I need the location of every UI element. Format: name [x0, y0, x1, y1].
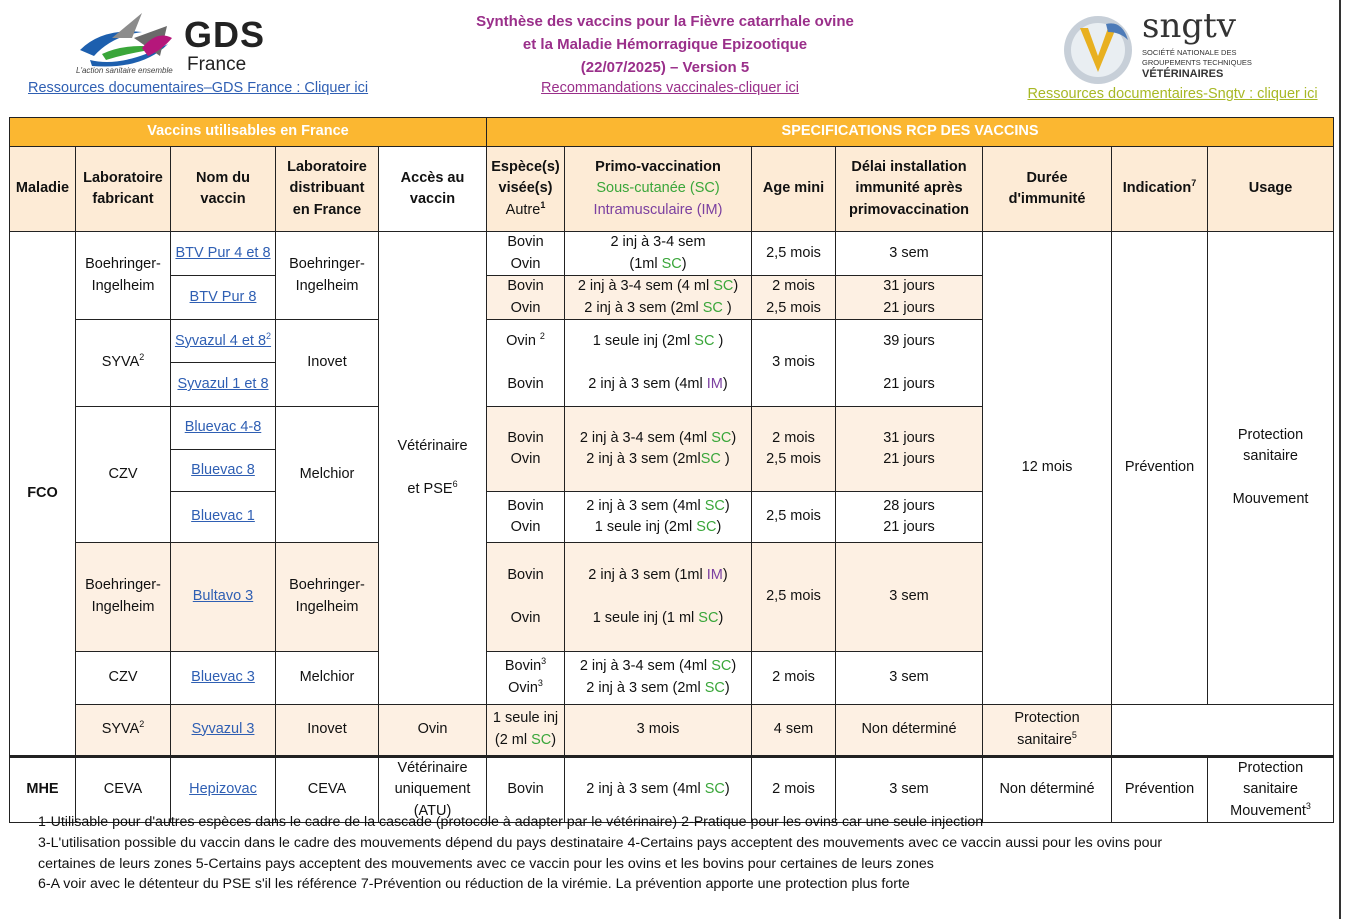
- col-primo-vaccination: Primo-vaccination Sous-cutanée (SC) Intramusculaire (IM): [565, 147, 752, 232]
- bluevac-1-link[interactable]: Bluevac 1: [191, 508, 255, 525]
- sngtv-logo: [1058, 6, 1252, 88]
- band-right: SPECIFICATIONS RCP DES VACCINS: [487, 118, 1334, 147]
- espece-cell: Bovin Ovin: [487, 492, 565, 543]
- primo-cell: 2 inj à 3-4 sem (1ml SC): [565, 232, 752, 276]
- btv-pur-4-8-link[interactable]: BTV Pur 4 et 8: [175, 244, 271, 261]
- hepizovac-link[interactable]: Hepizovac: [189, 781, 257, 797]
- maladie-fco: FCO: [10, 232, 76, 757]
- labo-syva-2: SYVA$^2$: [76, 704, 171, 756]
- dist-inovet-2: Inovet: [276, 704, 379, 756]
- espece-cell: Bovin$^3$ Ovin$^3$: [487, 651, 565, 704]
- col-labo-distribuant: Laboratoire distribuant en France: [276, 147, 379, 232]
- age-cell: 3 mois: [565, 704, 752, 756]
- primo-cell: 2 inj à 3 sem (4ml SC) 1 seule inj (2ml SC): [565, 492, 752, 543]
- sngtv-sub-2: GROUPEMENTS TECHNIQUES: [1142, 58, 1252, 67]
- col-maladie: Maladie: [10, 147, 76, 232]
- col-duree: Durée d'immunité: [983, 147, 1112, 232]
- syvazul-1-8-link[interactable]: Syvazul 1 et 8: [177, 376, 269, 392]
- age-cell: 2 mois: [752, 756, 836, 823]
- delai-cell: 39 jours 21 jours: [836, 320, 983, 407]
- dist-boehringer-2: Boehringer-Ingelheim: [276, 543, 379, 652]
- age-cell: 2,5 mois: [752, 492, 836, 543]
- vaccin-bluevac-group: [171, 407, 276, 492]
- primo-cell: 2 inj à 3-4 sem (4ml SC) 2 inj à 3 sem (2ml SC): [565, 651, 752, 704]
- gds-france-logo: [72, 8, 287, 78]
- title-line-1: Synthèse des vaccins pour la Fièvre catarrhale ovine: [476, 13, 854, 30]
- indication-cell: Prévention: [1112, 756, 1208, 823]
- sngtv-logo-text: sngtv: [1142, 6, 1236, 46]
- sngtv-sub-3: VÉTÉRINAIRES: [1142, 68, 1224, 80]
- maladie-mhe: MHE: [10, 756, 76, 823]
- delai-cell: 3 sem: [836, 651, 983, 704]
- vaccin-bluevac-1: [171, 492, 276, 543]
- usage-cell: Protection sanitaire$^5$: [983, 704, 1112, 756]
- labo-czv-2: CZV: [76, 651, 171, 704]
- col-usage: Usage: [1208, 147, 1334, 232]
- delai-cell: 28 jours 21 jours: [836, 492, 983, 543]
- col-labo-fabricant: Laboratoire fabricant: [76, 147, 171, 232]
- espece-cell: Bovin Ovin: [487, 232, 565, 276]
- col-indication: Indication$^7$: [1112, 147, 1208, 232]
- vaccin-bultavo-3: [171, 543, 276, 652]
- primo-cell: 2 inj à 3-4 sem (4ml SC) 2 inj à 3 sem (2mlSC ): [565, 407, 752, 492]
- dist-inovet: Inovet: [276, 320, 379, 407]
- vaccin-syvazul-group: [171, 320, 276, 407]
- dist-boehringer: Boehringer-Ingelheim: [276, 232, 379, 320]
- delai-cell: 3 sem: [836, 232, 983, 276]
- acces-mhe: Vétérinaire uniquement (ATU): [379, 756, 487, 823]
- bluevac-8-link[interactable]: Bluevac 8: [191, 461, 255, 478]
- primo-cell: 2 inj à 3 sem (1ml IM) 1 seule inj (1 ml SC): [565, 543, 752, 652]
- delai-cell: 4 sem: [752, 704, 836, 756]
- footnote-line-4: 6-A voir avec le détenteur du PSE s'il les référence 7-Prévention ou réduction de la virémie. La prévention apporte une protection plus forte: [38, 876, 910, 893]
- syvazul-3-link[interactable]: Syvazul 3: [191, 720, 255, 737]
- usage-cell: Protection sanitaire Mouvement$^3$: [1208, 756, 1334, 823]
- table-row: [10, 704, 1334, 756]
- age-cell: 3 mois: [752, 320, 836, 407]
- age-cell: 2 mois 2,5 mois: [752, 407, 836, 492]
- age-cell: 2,5 mois: [752, 232, 836, 276]
- footnote-line-3: certaines de leurs zones 5-Certains pays acceptent des mouvements avec ce vaccin pour les ovins et les bovins pour certaines de leurs zones: [38, 855, 934, 872]
- age-cell: 2 mois 2,5 mois: [752, 276, 836, 320]
- labo-boehringer: Boehringer-Ingelheim: [76, 232, 171, 320]
- gds-logo-text: GDS: [184, 14, 266, 55]
- espece-cell: Bovin: [487, 756, 565, 823]
- labo-syva: SYVA$^2$: [76, 320, 171, 407]
- table-row: [10, 232, 1334, 276]
- usage-fco: Protection sanitaire Mouvement: [1208, 232, 1334, 705]
- sngtv-sub-1: SOCIÉTÉ NATIONALE DES: [1142, 48, 1237, 57]
- dist-melchior-2: Melchior: [276, 651, 379, 704]
- title-line-3: (22/07/2025) – Version 5: [580, 59, 750, 76]
- delai-cell: 3 sem: [836, 756, 983, 823]
- sngtv-resources-link[interactable]: Ressources documentaires-Sngtv : cliquer ici: [1027, 86, 1318, 102]
- col-nom-vaccin: Nom du vaccin: [171, 147, 276, 232]
- espece-cell: Ovin $^2$ Bovin: [487, 320, 565, 407]
- band-row: [10, 118, 1334, 147]
- col-delai: Délai installation immunité après primovaccination: [836, 147, 983, 232]
- espece-cell: Bovin Ovin: [487, 543, 565, 652]
- bluevac-4-8-link[interactable]: Bluevac 4-8: [184, 419, 262, 436]
- column-header-row: [10, 147, 1334, 232]
- title-line-2: et la Maladie Hémorragique Epizootique: [522, 36, 808, 53]
- acces-fco: Vétérinaire et PSE$^6$: [379, 232, 487, 705]
- primo-cell: 2 inj à 3-4 sem (4 ml SC) 2 inj à 3 sem (2ml SC ): [565, 276, 752, 320]
- delai-cell: 31 jours 21 jours: [836, 407, 983, 492]
- primo-cell: 1 seule inj (2 ml SC): [487, 704, 565, 756]
- labo-ceva: CEVA: [76, 756, 171, 823]
- btv-pur-8-link[interactable]: BTV Pur 8: [189, 288, 257, 305]
- document-title: [440, 10, 890, 79]
- vaccin-syvazul-3: [171, 704, 276, 756]
- vaccin-btv-pur-8: [171, 276, 276, 320]
- delai-cell: 31 jours 21 jours: [836, 276, 983, 320]
- col-acces: Accès au vaccin: [379, 147, 487, 232]
- gds-tagline: L'action sanitaire ensemble: [76, 66, 173, 75]
- primo-cell: 2 inj à 3 sem (4ml SC): [565, 756, 752, 823]
- duree-cell: Non déterminé: [836, 704, 983, 756]
- col-espece: Espèce(s) visée(s) Autre$^1$: [487, 147, 565, 232]
- gds-resources-link[interactable]: Ressources documentaires–GDS France : Cliquer ici: [28, 80, 369, 96]
- footnotes: [38, 812, 1328, 895]
- band-left: Vaccins utilisables en France: [10, 118, 487, 147]
- indication-fco: Prévention: [1112, 232, 1208, 705]
- gds-logo-sub: France: [187, 54, 247, 75]
- espece-cell: Ovin: [379, 704, 487, 756]
- bultavo-3-link[interactable]: Bultavo 3: [192, 588, 254, 604]
- vaccine-table: [9, 117, 1334, 823]
- vaccin-btv-pur-4-8: [171, 232, 276, 276]
- duree-fco: 12 mois: [983, 232, 1112, 705]
- labo-boehringer-2: Boehringer-Ingelheim: [76, 543, 171, 652]
- delai-cell: 3 sem: [836, 543, 983, 652]
- duree-cell: Non déterminé: [983, 756, 1112, 823]
- labo-czv: CZV: [76, 407, 171, 543]
- dist-ceva: CEVA: [276, 756, 379, 823]
- vaccin-bluevac-3: [171, 651, 276, 704]
- espece-cell: Bovin Ovin: [487, 276, 565, 320]
- col-age-mini: Age mini: [752, 147, 836, 232]
- footnote-line-2: 3-L'utilisation possible du vaccin dans le cadre des mouvements dépend du pays destinataire 4-Certains pays acceptent des mouvements avec ce vaccin aussi pour les ovins pour: [38, 834, 1163, 851]
- right-edge-line: [1339, 0, 1341, 919]
- primo-cell: 1 seule inj (2ml SC ) 2 inj à 3 sem (4ml IM): [565, 320, 752, 407]
- footnote-line-1: 1-Utilisable pour d'autres espèces dans le cadre de la cascade (protocole à adapter par le vétérinaire) 2-Pratique pour les ovins car une seule injection: [38, 814, 984, 830]
- bluevac-3-link[interactable]: Bluevac 3: [191, 668, 255, 685]
- age-cell: 2,5 mois: [752, 543, 836, 652]
- recommandations-link[interactable]: Recommandations vaccinales-cliquer ici: [541, 80, 799, 96]
- espece-cell: Bovin Ovin: [487, 407, 565, 492]
- dist-melchior: Melchior: [276, 407, 379, 543]
- age-cell: 2 mois: [752, 651, 836, 704]
- syvazul-4-8-link[interactable]: Syvazul 4 et $8^2$: [174, 330, 272, 349]
